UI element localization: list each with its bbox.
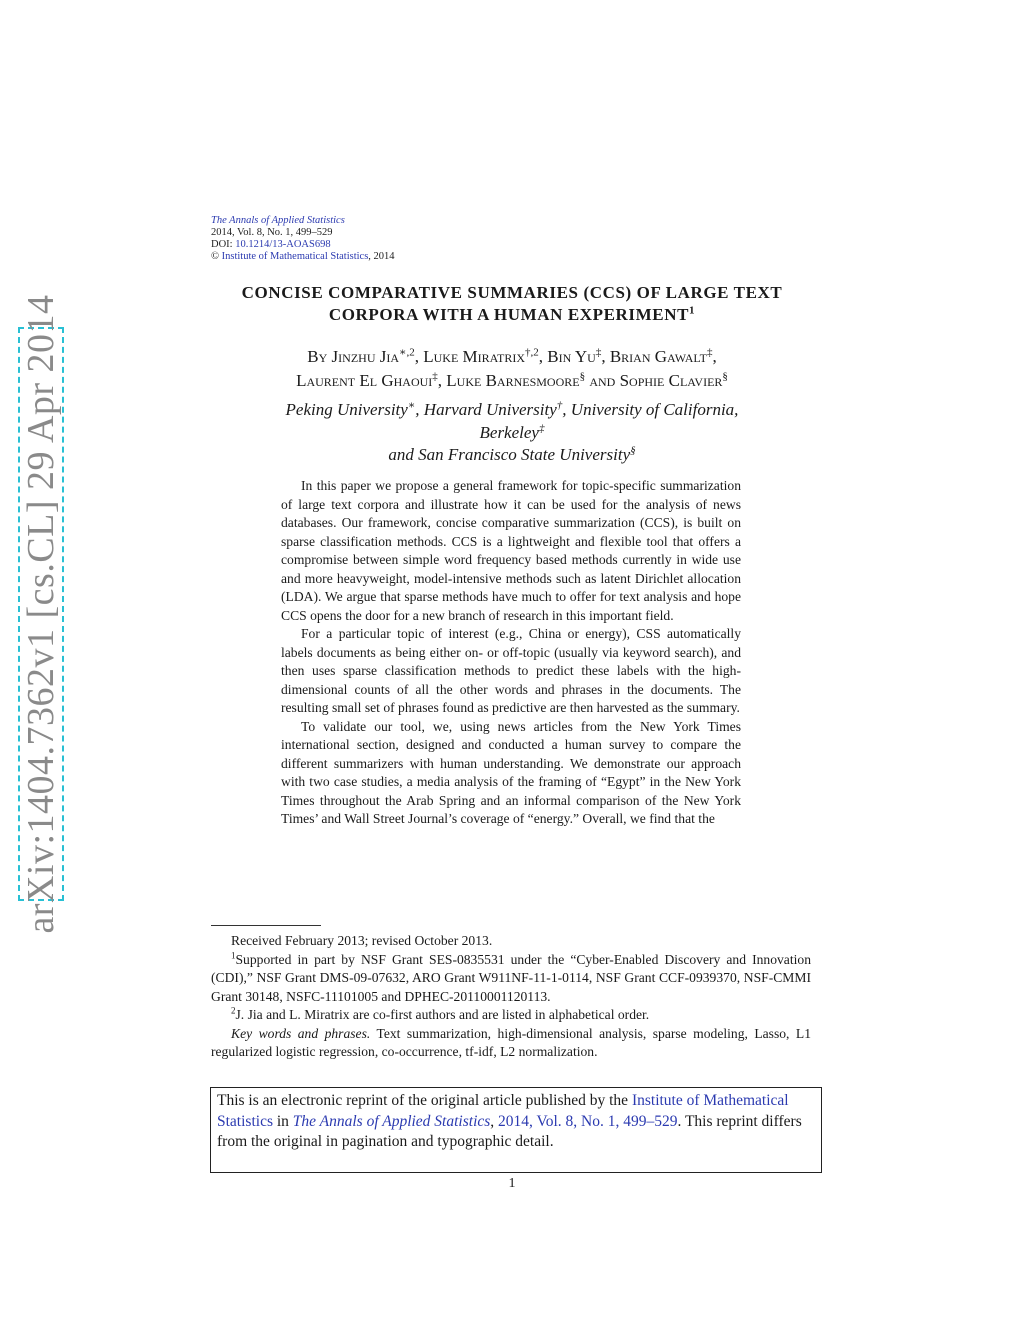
footnote-1-text: Supported in part by NSF Grant SES-0835531 under the “Cyber-Enabled Discovery and Innovation (CDI),” NSF Grant DMS-09-07632, ARO Grant W911NF-11-1-0114, NSF Grant CCF-0939370, NSF-CMMI Grant 30148, NSFC-11101005 and DPHEC-20110001120113. [211,951,811,1004]
title-footnote-mark: 1 [689,304,696,317]
affiliation-uc: , University of California, [562,400,739,419]
author-mark: § [722,370,728,383]
reprint-comma: , [490,1112,495,1130]
page-number: 1 [508,1176,516,1191]
affiliation-harvard: , Harvard University [415,400,557,419]
author-barnesmoore: , Luke Barnesmoore [437,371,580,390]
footnote-2-mark: 2 [231,1005,236,1016]
keywords-text: Text summarization, high-dimensional analysis, sparse modeling, Lasso, L1 regularized logistic regression, co-occurrence, tf-idf, L2 normalization. [211,1025,812,1059]
reprint-ims-link[interactable]: Institute of Mathematical Statistics [217,1092,789,1130]
author-separator: , [712,347,717,366]
keywords [211,1025,811,1062]
footnote-1-mark: 1 [231,949,236,960]
copyright-symbol: © [211,251,219,262]
reprint-rest: . This reprint differs from the original in pagination and typographic detail. [217,1112,802,1150]
author-gawalt: , Brian Gawalt [601,347,707,366]
arxiv-stamp [18,294,64,934]
author-line-2 [200,369,824,393]
journal-header [211,215,395,263]
affiliation-mark: ∗ [407,399,416,412]
affiliation-sfsu: and San Francisco State University [388,445,631,464]
footnote-1 [211,951,811,1007]
author-line-1 [200,345,824,369]
title-line-2 [210,304,814,326]
copyright-line [211,251,395,263]
author-list [200,345,824,393]
reprint-journal-link[interactable]: The Annals of Applied Statistics [292,1112,491,1130]
author-mark: ‡ [595,346,602,359]
copyright-year: , 2014 [368,251,395,262]
doi-label: DOI: [211,239,236,250]
paper-title [210,282,814,326]
author-el-ghaoui: Laurent El Ghaoui [296,371,433,390]
by-label: By [307,347,332,366]
author-clavier: and Sophie Clavier [585,371,723,390]
doi-link[interactable]: 10.1214/13-AOAS698 [235,239,331,250]
author-mark: †,2 [525,346,539,359]
abstract [281,477,741,829]
title-line-1: CONCISE COMPARATIVE SUMMARIES (CCS) OF LARGE TEXT [241,283,783,302]
affiliation-mark: † [556,399,563,412]
affiliation-mark: § [630,444,636,457]
footnotes [211,932,811,1062]
footnote-2-text: J. Jia and L. Miratrix are co-first authors and are listed in alphabetical order. [235,1007,650,1022]
reprint-in: in [272,1112,293,1130]
affiliation-line-1 [200,399,824,422]
volume-line: 2014, Vol. 8, No. 1, 499–529 [211,227,333,238]
author-mark: ‡ [706,346,713,359]
footnote-2 [211,1006,811,1025]
abstract-paragraph-3: To validate our tool, we, using news articles from the New York Times international section, designed and conducted a human survey to compare the different summarizers with human understanding. We demonstrate our approach with two case studies, a media analysis of the framing of “Egypt” in the New York Times throughout the Arab Spring and an informal comparison of the New York Times’ and Wall Street Journal’s coverage of “energy.” Overall, we find that the [281,718,741,826]
author-miratrix: , Luke Miratrix [414,347,525,366]
abstract-paragraph-1: In this paper we propose a general framework for topic-specific summarization of large text corpora and illustrate how it can be used for the analysis of news databases. Our framework, concise comparative summarization (CCS), is built on sparse classification methods. CCS is a lightweight and flexible tool that offers a compromise between simple word frequency based methods currently in wide use and more heavyweight, model-intensive methods such as latent Dirichlet allocation (LDA). We argue that sparse methods have much to offer for text analysis and hope CCS opens the door for a new branch of research in this important field. [281,478,741,623]
received-note: Received February 2013; revised October 2013. [231,933,493,948]
affiliations [200,399,824,467]
reprint-citation-link[interactable]: 2014, Vol. 8, No. 1, 499–529 [498,1112,678,1130]
reprint-notice [210,1087,822,1173]
keywords-label: Key words and phrases. [231,1025,371,1041]
ims-link[interactable]: Institute of Mathematical Statistics [221,251,369,262]
author-mark: § [579,370,586,383]
affiliation-mark: ‡ [538,421,545,434]
journal-link[interactable]: The Annals of Applied Statistics [211,215,345,226]
reprint-intro: This is an electronic reprint of the original article published by the [217,1092,629,1109]
footnote-divider [211,925,321,926]
author-mark: ∗,2 [399,346,415,359]
author-mark: ‡ [432,370,438,383]
affiliation-line-3 [200,444,824,467]
affiliation-line-2 [200,422,824,445]
doi-line [211,239,395,251]
author-jia: Jinzhu Jia [331,347,400,366]
author-yu: , Bin Yu [538,347,596,366]
title-line-2-text: CORPORA WITH A HUMAN EXPERIMENT [328,305,690,324]
abstract-paragraph-2: For a particular topic of interest (e.g., China or energy), CSS automatically labels documents as being either on- or off-topic (usually via keyword search), and then uses sparse classification methods to predict these labels with the high-dimensional counts of all the other words and phrases in the documents. The resulting small set of phrases found as predictive are then harvested as the summary. [281,626,741,715]
affiliation-berkeley: Berkeley [479,422,539,442]
affiliation-peking: Peking University [285,400,408,419]
arxiv-identifier[interactable]: arXiv:1404.7362v1 [cs.CL] 29 Apr 2014 [20,294,62,934]
